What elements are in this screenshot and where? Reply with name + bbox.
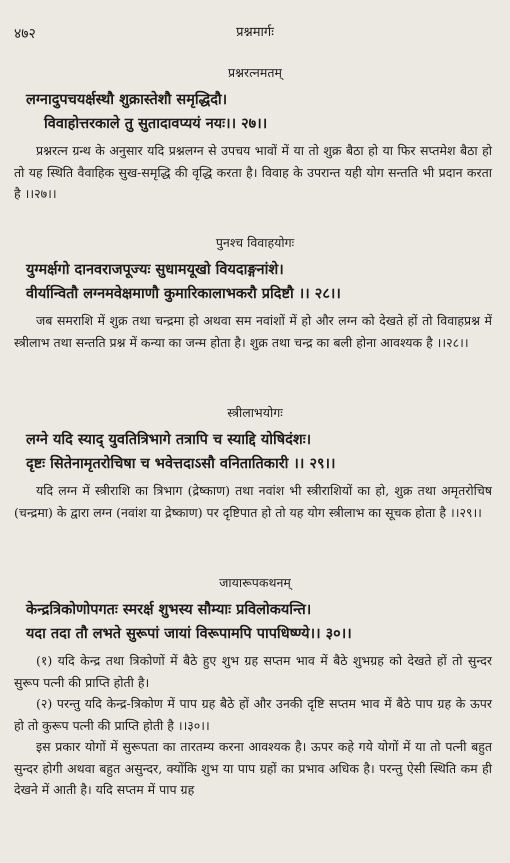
verse-line: लग्नादुपचयर्क्षस्थौ शुक्रास्तेशौ समृद्धिदौ। [26, 91, 228, 108]
running-title: प्रश्नमार्गः [236, 25, 274, 40]
page-number: ४७२ [14, 26, 36, 42]
section-heading: स्त्रीलाभयोगः [227, 405, 283, 420]
verse-line: केन्द्रत्रिकोणोपगतः स्मरर्क्ष शुभस्य सौम्याः प्रविलोकयन्ति। [26, 601, 312, 618]
commentary-paragraph: (२) परन्तु यदि केन्द्र-त्रिकोण में पाप ग्रह बैठे हों और उनकी दृष्टि सप्तम भाव में बैठे पाप ग्रह के ऊपर हो तो कुरूप पत्नी की प्राप्ति होती है ।।३०।। [14, 696, 492, 733]
verse-line: यदा तदा तौ लभते सुरूपां जायां विरूपामपि पापधिष्ण्ये।। ३०।। [26, 625, 352, 642]
verse-line: युग्मर्क्षगो दानवराजपूज्यः सुधामयूखो वियदाङ्गनांशे। [26, 261, 284, 278]
verse-line: विवाहोत्तरकाले तु सुतादावप्ययं नयः।। २७।। [44, 115, 268, 132]
section-27 [0, 64, 510, 205]
commentary-paragraph: प्रश्नरत्न ग्रन्थ के अनुसार यदि प्रश्नलग्न से उपचय भावों में या तो शुक्र बैठा हो या फिर सप्तमेश बैठा हो तो यह स्थिति वैवाहिक सुख-समृद्धि की वृद्धि करता है। विवाह के उपरान्त यही योग सन्तति भी प्रदान करता है ।।२७।। [14, 143, 492, 201]
commentary-paragraph: जब समराशि में शुक्र तथा चन्द्रमा हो अथवा सम नवांशों में हो और लग्न को देखते हों तो विवाहप्रश्न में स्त्रीलाभ तथा सन्तति प्रश्न में कन्या का जन्म होता है। शुक्र तथा चन्द्र का बली होना आवश्यक है ।।२८।। [14, 313, 492, 350]
commentary-paragraph: इस प्रकार योगों में सुरूपता का तारतम्य करना आवश्यक है। ऊपर कहे गये योगों में या तो पत्नी बहुत सुन्दर होगी अथवा बहुत असुन्दर, क्योंकि शुभ या पाप ग्रहों का प्रभाव अधिक है। परन्तु ऐसी स्थिति कम ही देखने में आती है। यदि सप्तम में पाप ग्रह [14, 739, 492, 797]
commentary-paragraph: (१) यदि केन्द्र तथा त्रिकोणों में बैठे हुए शुभ ग्रह सप्तम भाव में बैठे शुभग्रह को देखते हों तो सुन्दर सुरूप पत्नी की प्राप्ति होती है। [14, 653, 492, 690]
section-30 [0, 574, 510, 801]
section-28 [0, 234, 510, 353]
section-heading: पुनश्च विवाहयोगः [215, 235, 295, 250]
section-heading: जायारूपकथनम् [219, 575, 291, 590]
commentary-paragraph: यदि लग्न में स्त्रीराशि का त्रिभाग (द्रेष्काण) तथा नवांश भी स्त्रीराशियों का हो, शुक्र तथा अमृतरोचिष (चन्द्रमा) के द्वारा लग्न (नवांश या द्रेष्काण) पर दृष्टिपात हो तो यह योग स्त्रीलाभ का सूचक होता है ।।२९।। [14, 483, 492, 520]
section-29 [0, 404, 510, 523]
section-heading: प्रश्नरत्नमतम् [228, 65, 282, 80]
verse-line: लग्ने यदि स्याद् युवतित्रिभागे तत्रापि च स्याद्दि योषिदंशः। [26, 431, 312, 448]
verse-line: वीर्यान्वितौ लग्नमवेक्षमाणौ कुमारिकालाभकरौ प्रदिष्टौ ।। २८।। [26, 285, 341, 302]
verse-line: दृष्टः सितेनामृतरोचिषा च भवेत्तदाऽसौ वनितातिकारी ।। २९।। [26, 455, 336, 472]
